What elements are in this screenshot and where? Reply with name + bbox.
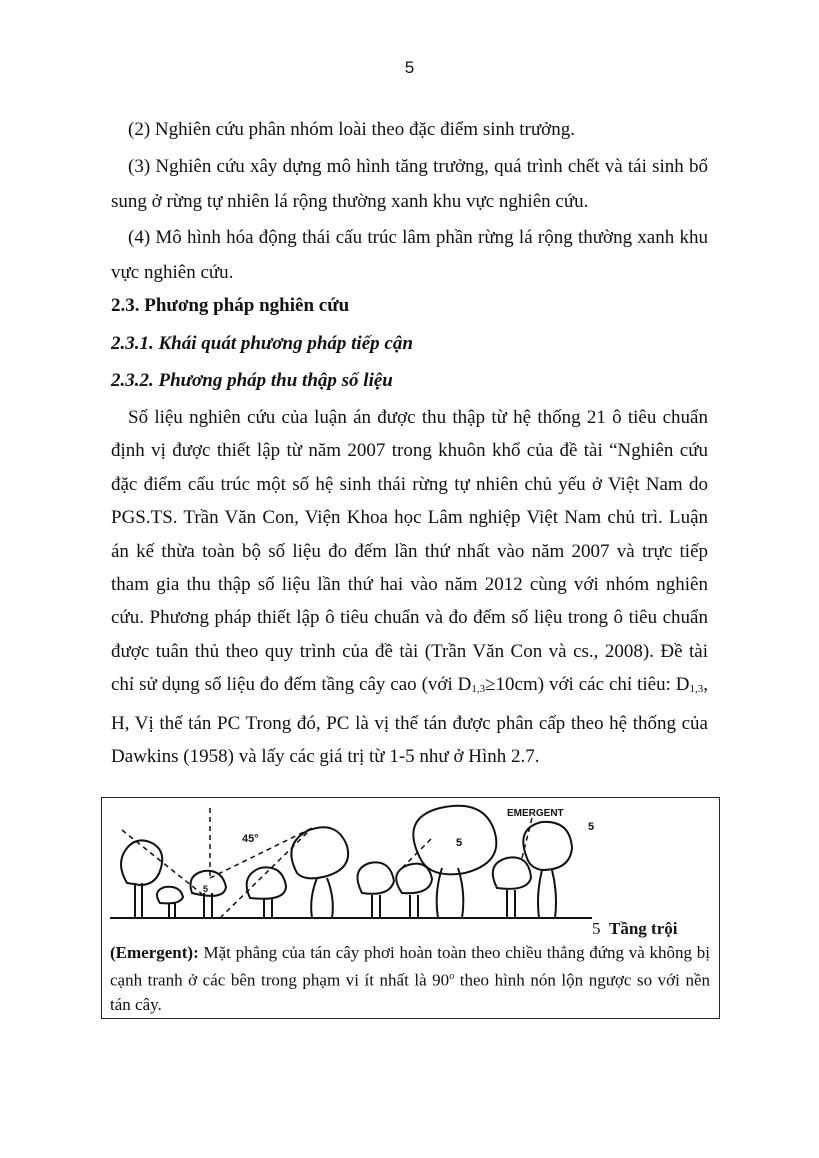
angle-label: 45°: [242, 833, 259, 845]
emergent-tree-illustration: [102, 798, 719, 938]
tree-4: [247, 867, 286, 918]
figure-2-7: [101, 797, 720, 1019]
tree-label-large: 5: [456, 837, 463, 849]
tree-2: [157, 887, 183, 918]
subscript-d13-b: 1,3: [689, 683, 704, 696]
caption-title: Tầng trội: [609, 919, 678, 938]
tree-label-small: 5: [203, 884, 209, 894]
list-item-2: (2) Nghiên cứu phân nhóm loài theo đặc điểm sinh trưởng.: [128, 119, 575, 140]
tree-9: [523, 822, 572, 918]
tree-7: [396, 864, 432, 918]
caption-end: theo hình nón lộn ngược so với nền tán cây.: [110, 970, 710, 1014]
list-item-4: (4) Mô hình hóa động thái cấu trúc lâm phần rừng lá rộng thường xanh khu vực nghiên cứu.: [111, 227, 708, 283]
caption-degree: o: [449, 971, 455, 982]
emergent-label: EMERGENT: [507, 808, 564, 819]
caption-number: 5: [592, 919, 601, 938]
caption-term: (Emergent):: [110, 943, 199, 962]
tree-6: [358, 862, 395, 918]
emergent-number: 5: [588, 821, 595, 833]
tree-8: [493, 857, 531, 918]
figure-caption: [110, 941, 710, 1017]
tree-emergent-large: [413, 806, 496, 918]
tree-3: [191, 871, 227, 918]
body-text-2: ≥10cm) với các chỉ tiêu: D: [485, 674, 690, 696]
caption-first-line: [592, 919, 677, 939]
body-paragraph: [111, 401, 708, 773]
caption-text: Mặt phẳng của tán cây phơi hoàn toàn theo chiều thẳng đứng và không bị cạnh tranh ở các bên trong phạm vi ít nhất là 90: [110, 943, 710, 990]
heading-2-3-1: 2.3.1. Khái quát phương pháp tiếp cận: [111, 333, 413, 354]
page-number: 5: [404, 58, 415, 77]
list-item-3: (3) Nghiên cứu xây dựng mô hình tăng trưởng, quá trình chết và tái sinh bổ sung ở rừng tự nhiên lá rộng thường xanh khu vực nghiên cứu.: [111, 156, 708, 212]
subscript-d13-a: 1,3: [471, 683, 486, 696]
tree-5: [291, 827, 348, 918]
tree-1: [121, 840, 162, 918]
heading-2-3: 2.3. Phương pháp nghiên cứu: [111, 295, 350, 316]
body-text-1: Số liệu nghiên cứu của luận án được thu thập từ hệ thống 21 ô tiêu chuẩn định vị được thiết lập từ năm 2007 trong khuôn khổ của đề tài “Nghiên cứu đặc điểm cấu trúc một số hệ sinh thái rừng tự nhiên chủ yếu ở Việt Nam do PGS.TS. Trần Văn Con, Viện Khoa học Lâm nghiệp Việt Nam chủ trì. Luận án kế thừa toàn bộ số liệu đo đếm lần thứ nhất vào năm 2007 và trực tiếp tham gia thu thập số liệu lần thứ hai vào năm 2012 cùng với nhóm nghiên cứu. Phương pháp thiết lập ô tiêu chuẩn và đo đếm số liệu trong ô tiêu chuẩn được tuân thủ theo quy trình của đề tài (Trần Văn Con và cs., 2008). Đề tài chỉ sử dụng số liệu đo đếm tầng cây cao (với D: [111, 407, 708, 696]
body-text-3: , H, Vị thế tán PC Trong đó, PC là vị thế tán được phân cấp theo hệ thống của Dawkins (1958) và lấy các giá trị từ 1-5 như ở Hình 2.7.: [111, 674, 708, 768]
heading-2-3-2: 2.3.2. Phương pháp thu thập số liệu: [111, 370, 393, 391]
